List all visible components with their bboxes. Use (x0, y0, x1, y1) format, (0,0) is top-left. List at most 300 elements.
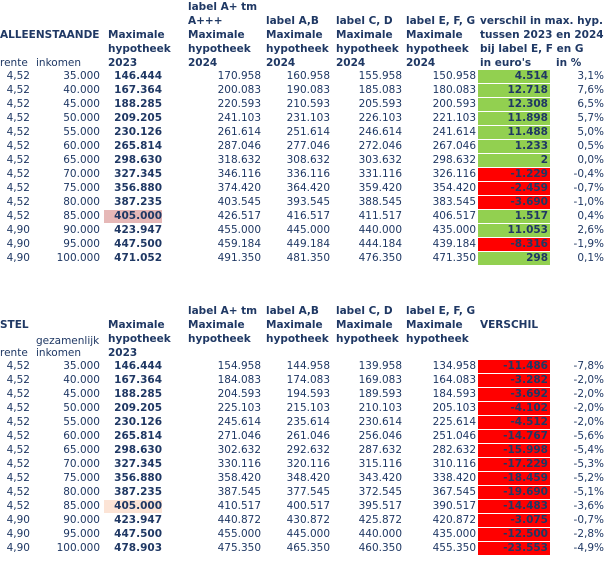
cell-max-2023: 298.630 (114, 444, 162, 456)
cell-inkomen: 95.000 (63, 238, 100, 250)
cell-label-e: 282.632 (432, 444, 476, 456)
cell-rente: 4,52 (6, 154, 30, 166)
sub-inkomen: inkomen (36, 347, 82, 359)
cell-inkomen: 70.000 (63, 168, 100, 180)
cell-label-e: 390.517 (432, 500, 476, 512)
cell-label-c: 476.350 (358, 252, 402, 264)
cell-label-c: 139.958 (358, 360, 402, 372)
cell-rente: 4,52 (6, 402, 30, 414)
cell-verschil: -3.690 (478, 196, 550, 209)
cell-label-c: 315.116 (358, 458, 402, 470)
cell-rente: 4,52 (6, 70, 30, 82)
cell-inkomen: 80.000 (63, 196, 100, 208)
cell-inkomen: 95.000 (63, 528, 100, 540)
cell-label-e: 200.593 (432, 98, 476, 110)
cell-inkomen: 65.000 (63, 444, 100, 456)
cell-pct: -0,7% (573, 182, 604, 194)
cell-verschil: -11.486 (478, 360, 550, 373)
cell-max-2023: 188.285 (114, 98, 162, 110)
cell-max-2023: 146.444 (114, 360, 162, 372)
cell-max-2023: 327.345 (114, 458, 162, 470)
cell-label-e: 134.958 (432, 360, 476, 372)
cell-label-a: 330.116 (217, 458, 261, 470)
cell-label-c: 155.958 (358, 70, 402, 82)
cell-max-2023: 423.947 (114, 224, 162, 236)
cell-verschil: -14.483 (478, 500, 550, 513)
cell-label-c: 226.103 (358, 112, 402, 124)
cell-verschil: -23.553 (478, 542, 550, 555)
cell-label-a: 318.632 (217, 154, 261, 166)
table-row (0, 430, 607, 443)
cell-pct: -0,4% (573, 168, 604, 180)
cell-rente: 4,52 (6, 196, 30, 208)
cell-inkomen: 40.000 (63, 374, 100, 386)
cell-pct: 0,0% (577, 154, 604, 166)
cell-label-c: 205.593 (358, 98, 402, 110)
cell-max-2023: 423.947 (114, 514, 162, 526)
cell-verschil: -4.102 (478, 402, 550, 415)
cell-max-2023: 298.630 (114, 154, 162, 166)
cell-label-c: 460.350 (358, 542, 402, 554)
cell-label-e: 184.593 (432, 388, 476, 400)
cell-inkomen: 50.000 (63, 112, 100, 124)
cell-label-c: 444.184 (358, 238, 402, 250)
sub-rente: rente (0, 347, 28, 359)
cell-label-c: 411.517 (358, 210, 402, 222)
cell-max-2023: 387.235 (114, 196, 162, 208)
cell-label-b: 348.420 (286, 472, 330, 484)
cell-pct: -5,2% (573, 472, 604, 484)
cell-rente: 4,90 (6, 542, 30, 554)
cell-max-2023: 167.364 (114, 374, 162, 386)
cell-label-e: 367.545 (432, 486, 476, 498)
cell-label-b: 251.614 (286, 126, 330, 138)
cell-label-c: 372.545 (358, 486, 402, 498)
header-label-e: label E, F, G Maximale hypotheek (406, 305, 476, 345)
cell-pct: -2,8% (573, 528, 604, 540)
table-row (0, 444, 607, 457)
cell-label-a: 426.517 (217, 210, 261, 222)
cell-rente: 4,90 (6, 224, 30, 236)
cell-label-a: 410.517 (217, 500, 261, 512)
cell-inkomen: 35.000 (63, 70, 100, 82)
cell-pct: 3,1% (577, 70, 604, 82)
cell-verschil: -19.690 (478, 486, 550, 499)
cell-label-e: 420.872 (432, 514, 476, 526)
section-title: STEL (0, 319, 29, 331)
table-row (0, 224, 607, 237)
cell-label-e: 455.350 (432, 542, 476, 554)
header-label-b: label A,B Maximale hypotheek 2024 (266, 15, 329, 69)
table-row (0, 126, 607, 139)
cell-pct: 2,6% (577, 224, 604, 236)
cell-label-c: 395.517 (358, 500, 402, 512)
cell-rente: 4,52 (6, 444, 30, 456)
cell-pct: -0,7% (573, 514, 604, 526)
cell-label-b: 261.046 (286, 430, 330, 442)
cell-max-2023: 471.052 (114, 252, 162, 264)
cell-label-c: 343.420 (358, 472, 402, 484)
cell-rente: 4,52 (6, 430, 30, 442)
cell-label-c: 169.083 (358, 374, 402, 386)
header-label-a: label A+ tm Maximale hypotheek (188, 305, 258, 345)
sub-rente: rente (0, 57, 28, 69)
sub-gezamenlijk: gezamenlijk (36, 335, 100, 347)
cell-label-e: 435.000 (432, 224, 476, 236)
cell-label-c: 331.116 (358, 168, 402, 180)
cell-label-a: 475.350 (217, 542, 261, 554)
cell-label-b: 445.000 (286, 224, 330, 236)
cell-label-b: 292.632 (286, 444, 330, 456)
cell-inkomen: 55.000 (63, 126, 100, 138)
cell-inkomen: 60.000 (63, 430, 100, 442)
cell-pct: -2,0% (573, 402, 604, 414)
cell-verschil: 11.053 (478, 224, 550, 237)
cell-max-2023: 265.814 (114, 430, 162, 442)
cell-pct: -5,1% (573, 486, 604, 498)
table-row (0, 168, 607, 181)
cell-label-e: 205.103 (432, 402, 476, 414)
cell-inkomen: 75.000 (63, 472, 100, 484)
cell-label-a: 358.420 (217, 472, 261, 484)
cell-label-e: 435.000 (432, 528, 476, 540)
cell-verschil: -3.692 (478, 388, 550, 401)
cell-max-2023: 447.500 (114, 528, 162, 540)
cell-pct: 5,0% (577, 126, 604, 138)
header-verschil: verschil in max. hyp. tussen 2023 en 2024 bij label E, F en G in euro's (480, 15, 604, 69)
cell-label-b: 377.545 (286, 486, 330, 498)
cell-label-a: 184.083 (217, 374, 261, 386)
cell-label-a: 455.000 (217, 224, 261, 236)
table-row (0, 360, 607, 373)
cell-label-b: 445.000 (286, 528, 330, 540)
cell-label-a: 241.103 (217, 112, 261, 124)
cell-label-a: 287.046 (217, 140, 261, 152)
cell-rente: 4,52 (6, 168, 30, 180)
cell-max-2023: 405.000 (104, 210, 162, 223)
cell-pct: -1,0% (573, 196, 604, 208)
cell-max-2023: 146.444 (114, 70, 162, 82)
cell-verschil: 12.308 (478, 98, 550, 111)
cell-label-e: 221.103 (432, 112, 476, 124)
cell-label-a: 346.116 (217, 168, 261, 180)
header-max-2023: Maximale hypotheek 2023 (108, 29, 171, 69)
cell-pct: -2,0% (573, 388, 604, 400)
cell-inkomen: 85.000 (63, 500, 100, 512)
cell-pct: -2,0% (573, 374, 604, 386)
cell-label-a: 459.184 (217, 238, 261, 250)
cell-label-b: 400.517 (286, 500, 330, 512)
cell-label-e: 251.046 (432, 430, 476, 442)
cell-verschil: 1.233 (478, 140, 550, 153)
cell-label-e: 298.632 (432, 154, 476, 166)
cell-pct: -4,9% (573, 542, 604, 554)
table-row (0, 84, 607, 97)
section-title: ALLEENSTAANDE (0, 29, 100, 41)
cell-label-c: 359.420 (358, 182, 402, 194)
table-row (0, 238, 607, 251)
cell-label-b: 465.350 (286, 542, 330, 554)
cell-verschil: 1.517 (478, 210, 550, 223)
header-label-e: label E, F, G Maximale hypotheek 2024 (406, 15, 476, 69)
cell-verschil: -4.512 (478, 416, 550, 429)
cell-pct: 6,5% (577, 98, 604, 110)
cell-label-c: 440.000 (358, 528, 402, 540)
cell-label-e: 310.116 (432, 458, 476, 470)
cell-label-c: 388.545 (358, 196, 402, 208)
table-row (0, 458, 607, 471)
cell-rente: 4,52 (6, 140, 30, 152)
cell-verschil: 298 (478, 252, 550, 265)
table-row (0, 140, 607, 153)
section-alleenstaande (0, 0, 607, 275)
cell-label-b: 308.632 (286, 154, 330, 166)
table-row (0, 70, 607, 83)
cell-label-a: 170.958 (217, 70, 261, 82)
header-label-c: label C, D Maximale hypotheek 2024 (336, 15, 399, 69)
cell-verschil: 11.898 (478, 112, 550, 125)
cell-label-b: 393.545 (286, 196, 330, 208)
cell-verschil: 4.514 (478, 70, 550, 83)
cell-label-e: 225.614 (432, 416, 476, 428)
cell-label-b: 430.872 (286, 514, 330, 526)
cell-label-b: 231.103 (286, 112, 330, 124)
cell-inkomen: 35.000 (63, 360, 100, 372)
cell-rente: 4,52 (6, 360, 30, 372)
cell-label-e: 354.420 (432, 182, 476, 194)
cell-max-2023: 167.364 (114, 84, 162, 96)
cell-pct: 0,4% (577, 210, 604, 222)
cell-label-e: 150.958 (432, 70, 476, 82)
cell-pct: -2,0% (573, 416, 604, 428)
cell-rente: 4,52 (6, 374, 30, 386)
table-row (0, 500, 607, 513)
cell-inkomen: 80.000 (63, 486, 100, 498)
cell-inkomen: 50.000 (63, 402, 100, 414)
cell-verschil: -18.459 (478, 472, 550, 485)
table-row (0, 528, 607, 541)
cell-label-a: 403.545 (217, 196, 261, 208)
cell-verschil: -3.075 (478, 514, 550, 527)
cell-label-c: 272.046 (358, 140, 402, 152)
cell-max-2023: 327.345 (114, 168, 162, 180)
cell-rente: 4,90 (6, 252, 30, 264)
header-pct: in % (556, 57, 582, 69)
cell-label-c: 287.632 (358, 444, 402, 456)
cell-label-e: 267.046 (432, 140, 476, 152)
section-stel (0, 300, 607, 564)
cell-label-b: 174.083 (286, 374, 330, 386)
cell-label-e: 180.083 (432, 84, 476, 96)
cell-pct: -5,3% (573, 458, 604, 470)
table-row (0, 196, 607, 209)
cell-rente: 4,52 (6, 486, 30, 498)
cell-label-e: 338.420 (432, 472, 476, 484)
table-row (0, 182, 607, 195)
table-row (0, 388, 607, 401)
cell-label-b: 364.420 (286, 182, 330, 194)
cell-pct: -1,9% (573, 238, 604, 250)
cell-pct: -3,6% (573, 500, 604, 512)
cell-label-a: 302.632 (217, 444, 261, 456)
cell-pct: -5,6% (573, 430, 604, 442)
table-row (0, 252, 607, 265)
cell-verschil: -17.229 (478, 458, 550, 471)
cell-verschil: -8.316 (478, 238, 550, 251)
cell-inkomen: 45.000 (63, 388, 100, 400)
cell-inkomen: 55.000 (63, 416, 100, 428)
cell-pct: 0,1% (577, 252, 604, 264)
cell-rente: 4,90 (6, 238, 30, 250)
cell-inkomen: 45.000 (63, 98, 100, 110)
cell-rente: 4,52 (6, 472, 30, 484)
cell-rente: 4,52 (6, 500, 30, 512)
cell-label-a: 220.593 (217, 98, 261, 110)
cell-pct: 5,7% (577, 112, 604, 124)
table-row (0, 210, 607, 223)
cell-inkomen: 70.000 (63, 458, 100, 470)
cell-label-e: 241.614 (432, 126, 476, 138)
cell-label-e: 471.350 (432, 252, 476, 264)
cell-label-a: 154.958 (217, 360, 261, 372)
cell-label-b: 210.593 (286, 98, 330, 110)
cell-label-a: 245.614 (217, 416, 261, 428)
cell-inkomen: 90.000 (63, 514, 100, 526)
cell-label-b: 277.046 (286, 140, 330, 152)
cell-inkomen: 65.000 (63, 154, 100, 166)
header-max-2023: Maximale hypotheek 2023 (108, 319, 171, 359)
cell-label-c: 246.614 (358, 126, 402, 138)
cell-label-b: 194.593 (286, 388, 330, 400)
cell-verschil: 11.488 (478, 126, 550, 139)
cell-pct: 7,6% (577, 84, 604, 96)
cell-label-c: 230.614 (358, 416, 402, 428)
cell-verschil: -12.500 (478, 528, 550, 541)
cell-label-a: 200.083 (217, 84, 261, 96)
cell-label-c: 210.103 (358, 402, 402, 414)
cell-inkomen: 100.000 (56, 252, 100, 264)
cell-max-2023: 209.205 (114, 112, 162, 124)
cell-max-2023: 356.880 (114, 182, 162, 194)
cell-pct: 0,5% (577, 140, 604, 152)
cell-verschil: -1.229 (478, 168, 550, 181)
cell-max-2023: 209.205 (114, 402, 162, 414)
cell-max-2023: 478.903 (114, 542, 162, 554)
table-row (0, 154, 607, 167)
table-row (0, 98, 607, 111)
cell-inkomen: 85.000 (63, 210, 100, 222)
cell-max-2023: 405.000 (104, 500, 162, 513)
cell-rente: 4,90 (6, 514, 30, 526)
cell-label-c: 256.046 (358, 430, 402, 442)
cell-label-a: 455.000 (217, 528, 261, 540)
cell-label-b: 190.083 (286, 84, 330, 96)
cell-inkomen: 60.000 (63, 140, 100, 152)
cell-pct: -5,4% (573, 444, 604, 456)
cell-label-a: 374.420 (217, 182, 261, 194)
cell-label-a: 261.614 (217, 126, 261, 138)
cell-verschil: -15.998 (478, 444, 550, 457)
table-row (0, 514, 607, 527)
cell-label-b: 336.116 (286, 168, 330, 180)
cell-inkomen: 75.000 (63, 182, 100, 194)
cell-label-b: 160.958 (286, 70, 330, 82)
cell-rente: 4,52 (6, 210, 30, 222)
cell-rente: 4,52 (6, 84, 30, 96)
cell-inkomen: 100.000 (56, 542, 100, 554)
cell-max-2023: 230.126 (114, 416, 162, 428)
cell-label-b: 215.103 (286, 402, 330, 414)
cell-rente: 4,52 (6, 458, 30, 470)
cell-label-c: 303.632 (358, 154, 402, 166)
cell-label-a: 271.046 (217, 430, 261, 442)
cell-max-2023: 265.814 (114, 140, 162, 152)
cell-verschil: -14.767 (478, 430, 550, 443)
table-row (0, 416, 607, 429)
cell-rente: 4,52 (6, 112, 30, 124)
cell-rente: 4,52 (6, 126, 30, 138)
cell-rente: 4,52 (6, 98, 30, 110)
cell-inkomen: 90.000 (63, 224, 100, 236)
cell-label-b: 481.350 (286, 252, 330, 264)
table-row (0, 472, 607, 485)
cell-label-a: 440.872 (217, 514, 261, 526)
cell-verschil: -2.459 (478, 182, 550, 195)
cell-label-c: 425.872 (358, 514, 402, 526)
table-row (0, 374, 607, 387)
cell-label-e: 406.517 (432, 210, 476, 222)
cell-inkomen: 40.000 (63, 84, 100, 96)
table-row (0, 402, 607, 415)
cell-rente: 4,52 (6, 416, 30, 428)
cell-max-2023: 387.235 (114, 486, 162, 498)
cell-label-b: 144.958 (286, 360, 330, 372)
cell-verschil: -3.282 (478, 374, 550, 387)
cell-label-a: 491.350 (217, 252, 261, 264)
cell-rente: 4,52 (6, 182, 30, 194)
cell-verschil: 2 (478, 154, 550, 167)
cell-max-2023: 188.285 (114, 388, 162, 400)
cell-label-a: 204.593 (217, 388, 261, 400)
table-row (0, 542, 607, 555)
cell-label-c: 189.593 (358, 388, 402, 400)
cell-rente: 4,90 (6, 528, 30, 540)
cell-rente: 4,52 (6, 388, 30, 400)
cell-label-b: 416.517 (286, 210, 330, 222)
cell-label-c: 185.083 (358, 84, 402, 96)
sub-inkomen: inkomen (36, 57, 82, 69)
cell-label-e: 383.545 (432, 196, 476, 208)
header-label-a: label A+ tm A+++ Maximale hypotheek 2024 (188, 1, 258, 69)
header-label-b: label A,B Maximale hypotheek (266, 305, 329, 345)
header-verschil: VERSCHIL (480, 319, 539, 331)
cell-label-e: 326.116 (432, 168, 476, 180)
cell-label-e: 439.184 (432, 238, 476, 250)
header-label-c: label C, D Maximale hypotheek (336, 305, 399, 345)
cell-label-b: 449.184 (286, 238, 330, 250)
cell-max-2023: 447.500 (114, 238, 162, 250)
cell-max-2023: 356.880 (114, 472, 162, 484)
cell-label-b: 320.116 (286, 458, 330, 470)
cell-pct: -7,8% (573, 360, 604, 372)
cell-label-c: 440.000 (358, 224, 402, 236)
cell-label-e: 164.083 (432, 374, 476, 386)
table-row (0, 486, 607, 499)
cell-label-b: 235.614 (286, 416, 330, 428)
cell-label-a: 387.545 (217, 486, 261, 498)
cell-max-2023: 230.126 (114, 126, 162, 138)
table-row (0, 112, 607, 125)
